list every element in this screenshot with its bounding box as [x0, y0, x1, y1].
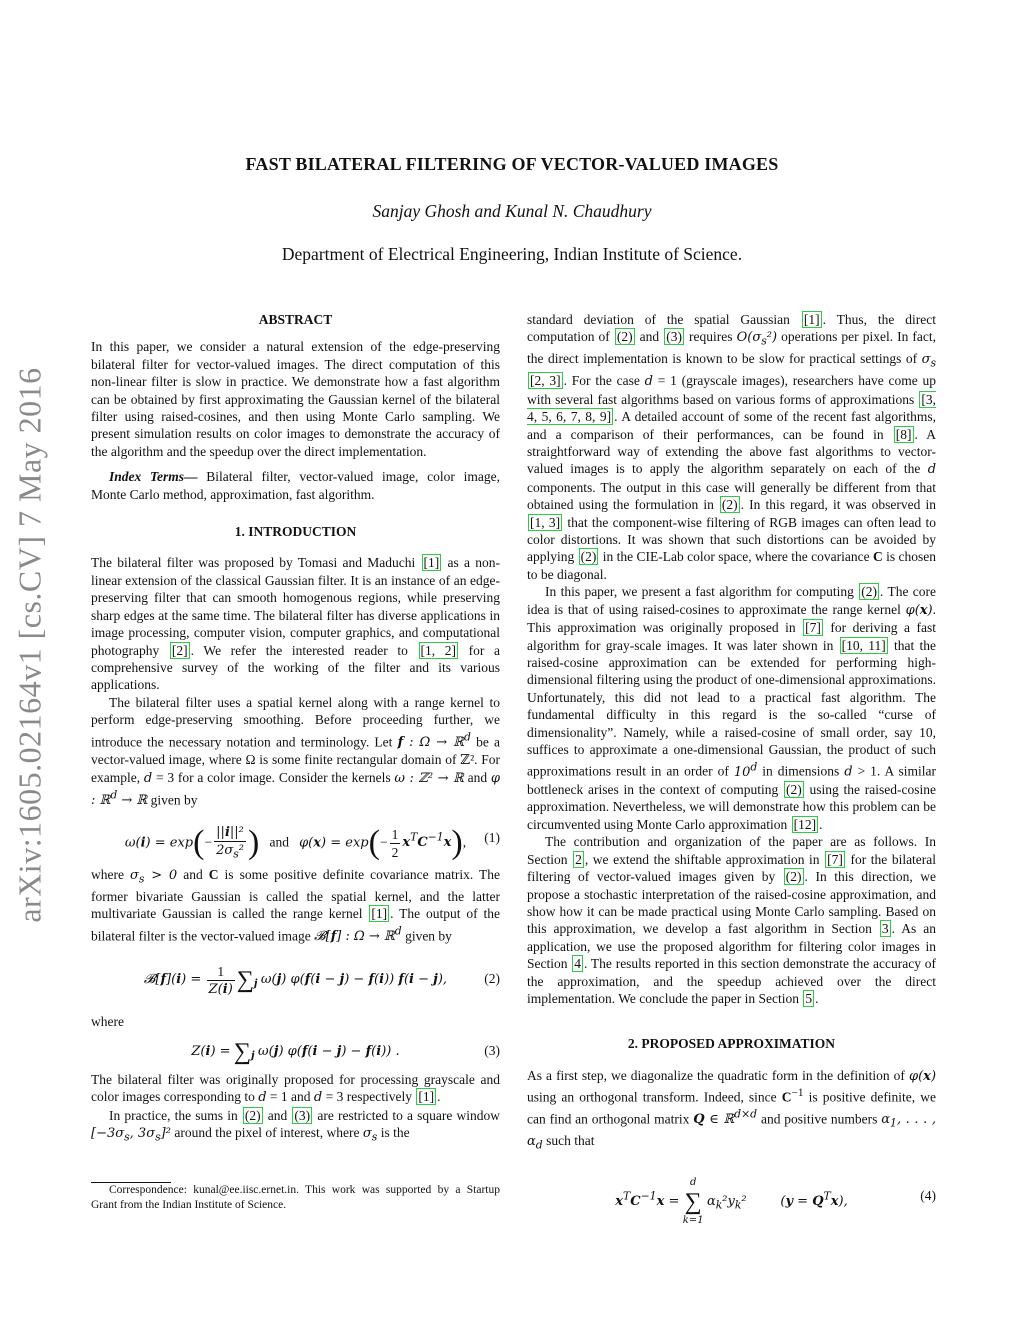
- footnote: [91, 1183, 500, 1213]
- equation-link[interactable]: (3): [666, 329, 682, 345]
- citation-link[interactable]: [7]: [827, 851, 843, 867]
- citation-link[interactable]: [2]: [171, 642, 188, 658]
- citation-link[interactable]: [1]: [803, 312, 820, 327]
- equation-link[interactable]: (2): [861, 584, 877, 600]
- citation-link[interactable]: [12]: [793, 816, 817, 832]
- equation-2: 𝓑[f](i) = $\frac{1}{Z(i)}$ $\sum_j$ ω(j) φ(f(i − j) − f(i)) f(i − j), (2): [91, 945, 500, 1013]
- citation-link[interactable]: [1]: [423, 555, 440, 571]
- paper-affiliation: Department of Electrical Engineering, Indian Institute of Science.: [281, 244, 743, 264]
- intro-paragraph-4: The bilateral filter was originally proposed for processing grayscale and color images corresponding to d = 1 and d = 3 respectively [1] .: [91, 1071, 500, 1106]
- citation-link[interactable]: [3, 4, 5, 6, 7, 8, 9]: [527, 391, 937, 425]
- section-link[interactable]: 4: [574, 956, 582, 972]
- equation-number: (4): [920, 1188, 936, 1204]
- intro-paragraph-5: In practice, the sums in (2) and (3) are restricted to a square window [$-3\sigma_s$, $3\sigma_s]^2$ around the pixel of interest, where $\sigma_s$ is the: [91, 1107, 501, 1144]
- left-column: [91, 311, 500, 1146]
- equation-link[interactable]: (3): [294, 1107, 311, 1123]
- right-paragraph-2: In this paper, we present a fast algorithm for computing (2) . The core idea is that of using raised-cosines to approximate the range kernel φ(x). This approximation was originally proposed in [7] for deriving a fast algorithm for gray-scale images. It was later shown in [10, 11] that the raised-cosine approximation can be extended for performing high-dimensional filtering using the product of one-dimensional approximations. Unfortunately, this did not lead to a practical fast algorithm. The fundamental difficulty in this regard is the so-called “curse of dimensionality”. Namely, while a raised-cosine of small order, say 10, suffices to approximate a one-dimensional Gaussian, the product of such approximations result in an order of 10$^d$ in dimensions d > 1. A similar bottleneck arises in the context of computing (2) using the raised-cosine approximation. Nevertheless, we will demonstrate how this problem can be circumvented using Monte Carlo approximation [12] .: [527, 584, 937, 832]
- equation-4: $x^TC^{-1}x$ = d ∑ k=1 $\alpha_k^2y_k^2$ $(y = Q^Tx)$, (4): [527, 1154, 936, 1238]
- equation-link[interactable]: (2): [616, 329, 633, 345]
- right-paragraph-1: standard deviation of the spatial Gaussian [1] . Thus, the direct computation of (2) and (3) requires $O(\sigma_s^2)$ operations per pixel. In fact, the direct implementation is known to be slow for practical settings of $\sigma_s$ [2, 3] . For the case d = 1 (grayscale images), researchers have come up with several fast algorithms based on various forms of approximations [3, 4, 5, 6, 7, 8, 9] . A detailed account of some of the recent fast algorithms, and a comparison of their performances, can be found in [8] . A straightforward way of extending the above fast algorithms to vector-valued images is to apply the algorithm separately on each of the d components. The output in this case will generally be different from that obtained using the formulation in (2) . In this regard, it was observed in [1, 3] that the component-wise filtering of RGB images can often lead to color distortions. It was shown that such distortions can be avoided by applying (2) in the CIE-Lab color space, where the covariance C is chosen to be diagonal.: [527, 312, 937, 582]
- section-link[interactable]: 2: [575, 851, 582, 867]
- index-terms: [91, 468, 500, 503]
- equation-number: (1): [484, 829, 500, 845]
- equation-link[interactable]: (2): [786, 782, 802, 798]
- intro-paragraph-1: The bilateral filter was proposed by Tomasi and Maduchi [1] as a non-linear extension of the classical Gaussian filter. It is an instance of an edge-preserving filter that can smooth homogenous regions, while preserving sharp edges at the same time. The bilateral filter has diverse applications in image processing, computer vision, computer graphics, and computational photography [2] . We refer the interested reader to [1, 2] for a comprehensive survey of the working of the filter and its various applications.: [91, 555, 501, 693]
- abstract-heading: ABSTRACT: [258, 312, 333, 327]
- citation-link[interactable]: [2, 3]: [530, 373, 561, 389]
- abstract-text: In this paper, we consider a natural extension of the edge-preserving bilateral filter for vector-valued images. The direct computation of this non-linear filter is slow in practice. We demonstrate how a fast algorithm can be obtained by first approximating the Gaussian kernel of the bilateral filter using raised-cosines, and then using Monte Carlo sampling. We present simulation results on color images to demonstrate the accuracy of the algorithm and the speedup over the direct implementation.: [91, 339, 500, 459]
- intro-paragraph-3: where $\sigma_s > 0$ and C is some positive definite covariance matrix. The former bivariate Gaussian is called the spatial kernel, and the latter multivariate Gaussian is called the range kernel [1] . The output of the bilateral filter is the vector-valued image 𝓑[f] : Ω → ℝ$^d$ given by: [91, 866, 501, 944]
- introduction-heading: 1. INTRODUCTION: [234, 524, 357, 540]
- intro-paragraph-2: The bilateral filter uses a spatial kernel along with a range kernel to perform edge-preserving smoothing. Before proceeding further, we introduce the necessary notation and terminology. Let f : Ω → ℝ$^d$ be a vector-valued image, where Ω is some finite rectangular domain of ℤ². For example, d = 3 for a color image. Consider the kernels ω : ℤ² → ℝ and φ : ℝ$^d$ → ℝ given by: [91, 694, 501, 809]
- equation-1: ω(i) = exp(− $\frac{\text{||i||²}}{2\sigma_s^2}$ ) and φ(x) = exp(− $\frac{1}{2}$ $x^TC^{-1}x$), (1): [91, 810, 500, 866]
- citation-link[interactable]: [1, 3]: [530, 514, 561, 530]
- equation-link[interactable]: (2): [721, 497, 738, 513]
- citation-link[interactable]: [10, 11]: [841, 637, 886, 653]
- arxiv-id-text: arXiv:1605.02164v1 [cs.CV] 7 May 2016: [11, 367, 48, 923]
- citation-link[interactable]: [7]: [805, 620, 821, 636]
- equation-link[interactable]: (2): [580, 549, 597, 565]
- footnote-text: Correspondence: kunal@ee.iisc.ernet.in. This work was supported by a Startup Grant from the Indian Institute of Science.: [91, 1184, 500, 1211]
- paper-title: FAST BILATERAL FILTERING OF VECTOR-VALUED IMAGES: [245, 154, 779, 174]
- equation-link[interactable]: (2): [785, 869, 802, 885]
- right-column: [527, 311, 936, 1238]
- equation-number: (2): [484, 971, 500, 987]
- citation-link[interactable]: [1]: [371, 906, 388, 922]
- equation-number: (3): [484, 1042, 500, 1058]
- equation-link[interactable]: (2): [244, 1107, 261, 1123]
- section2-heading: 2. PROPOSED APPROXIMATION: [627, 1036, 836, 1052]
- citation-link[interactable]: [1, 2]: [420, 642, 457, 658]
- index-terms-text: Bilateral filter, vector-valued image, color image, Monte Carlo method, approximation, fast algorithm.: [91, 469, 501, 502]
- arxiv-stamp: [10, 340, 50, 950]
- citation-link[interactable]: [8]: [895, 426, 912, 442]
- right-paragraph-3: The contribution and organization of the paper are as follows. In Section 2 , we extend the shiftable approximation in [7] for the bilateral filtering of vector-valued images given by (2) . In this direction, we propose a stochastic interpretation of the raised-cosine approximation, and show how it can be made practical using Monte Carlo sampling. Based on this approximation, we develop a fast algorithm in Section 3 . As an application, we use the proposed algorithm for filtering color images in Section 4 . The results reported in this section demonstrate the accuracy of the approximation, and the speedup achieved over the direct implementation. We conclude the paper in Section 5 .: [527, 834, 937, 1006]
- index-terms-label: Index Terms—: [109, 469, 198, 485]
- where-text: where: [91, 1014, 124, 1030]
- section2-paragraph-1: As a first step, we diagonalize the quadratic form in the definition of φ(x) using an orthogonal transform. Indeed, since $C^{-1}$ is positive definite, we can find an orthogonal matrix Q ∈ ℝ$^{d\times d}$ and positive numbers $\alpha_1$, . . . , $\alpha_d$ such that: [527, 1067, 937, 1152]
- citation-link[interactable]: [1]: [418, 1089, 435, 1105]
- paper-authors: Sanjay Ghosh and Kunal N. Chaudhury: [372, 201, 652, 221]
- section-link[interactable]: 5: [805, 990, 813, 1006]
- section-link[interactable]: 3: [881, 921, 889, 937]
- equation-3: $Z(i) = \sum_j$ ω(j) φ(f(i − j) − f(i)) . (3): [91, 1031, 500, 1071]
